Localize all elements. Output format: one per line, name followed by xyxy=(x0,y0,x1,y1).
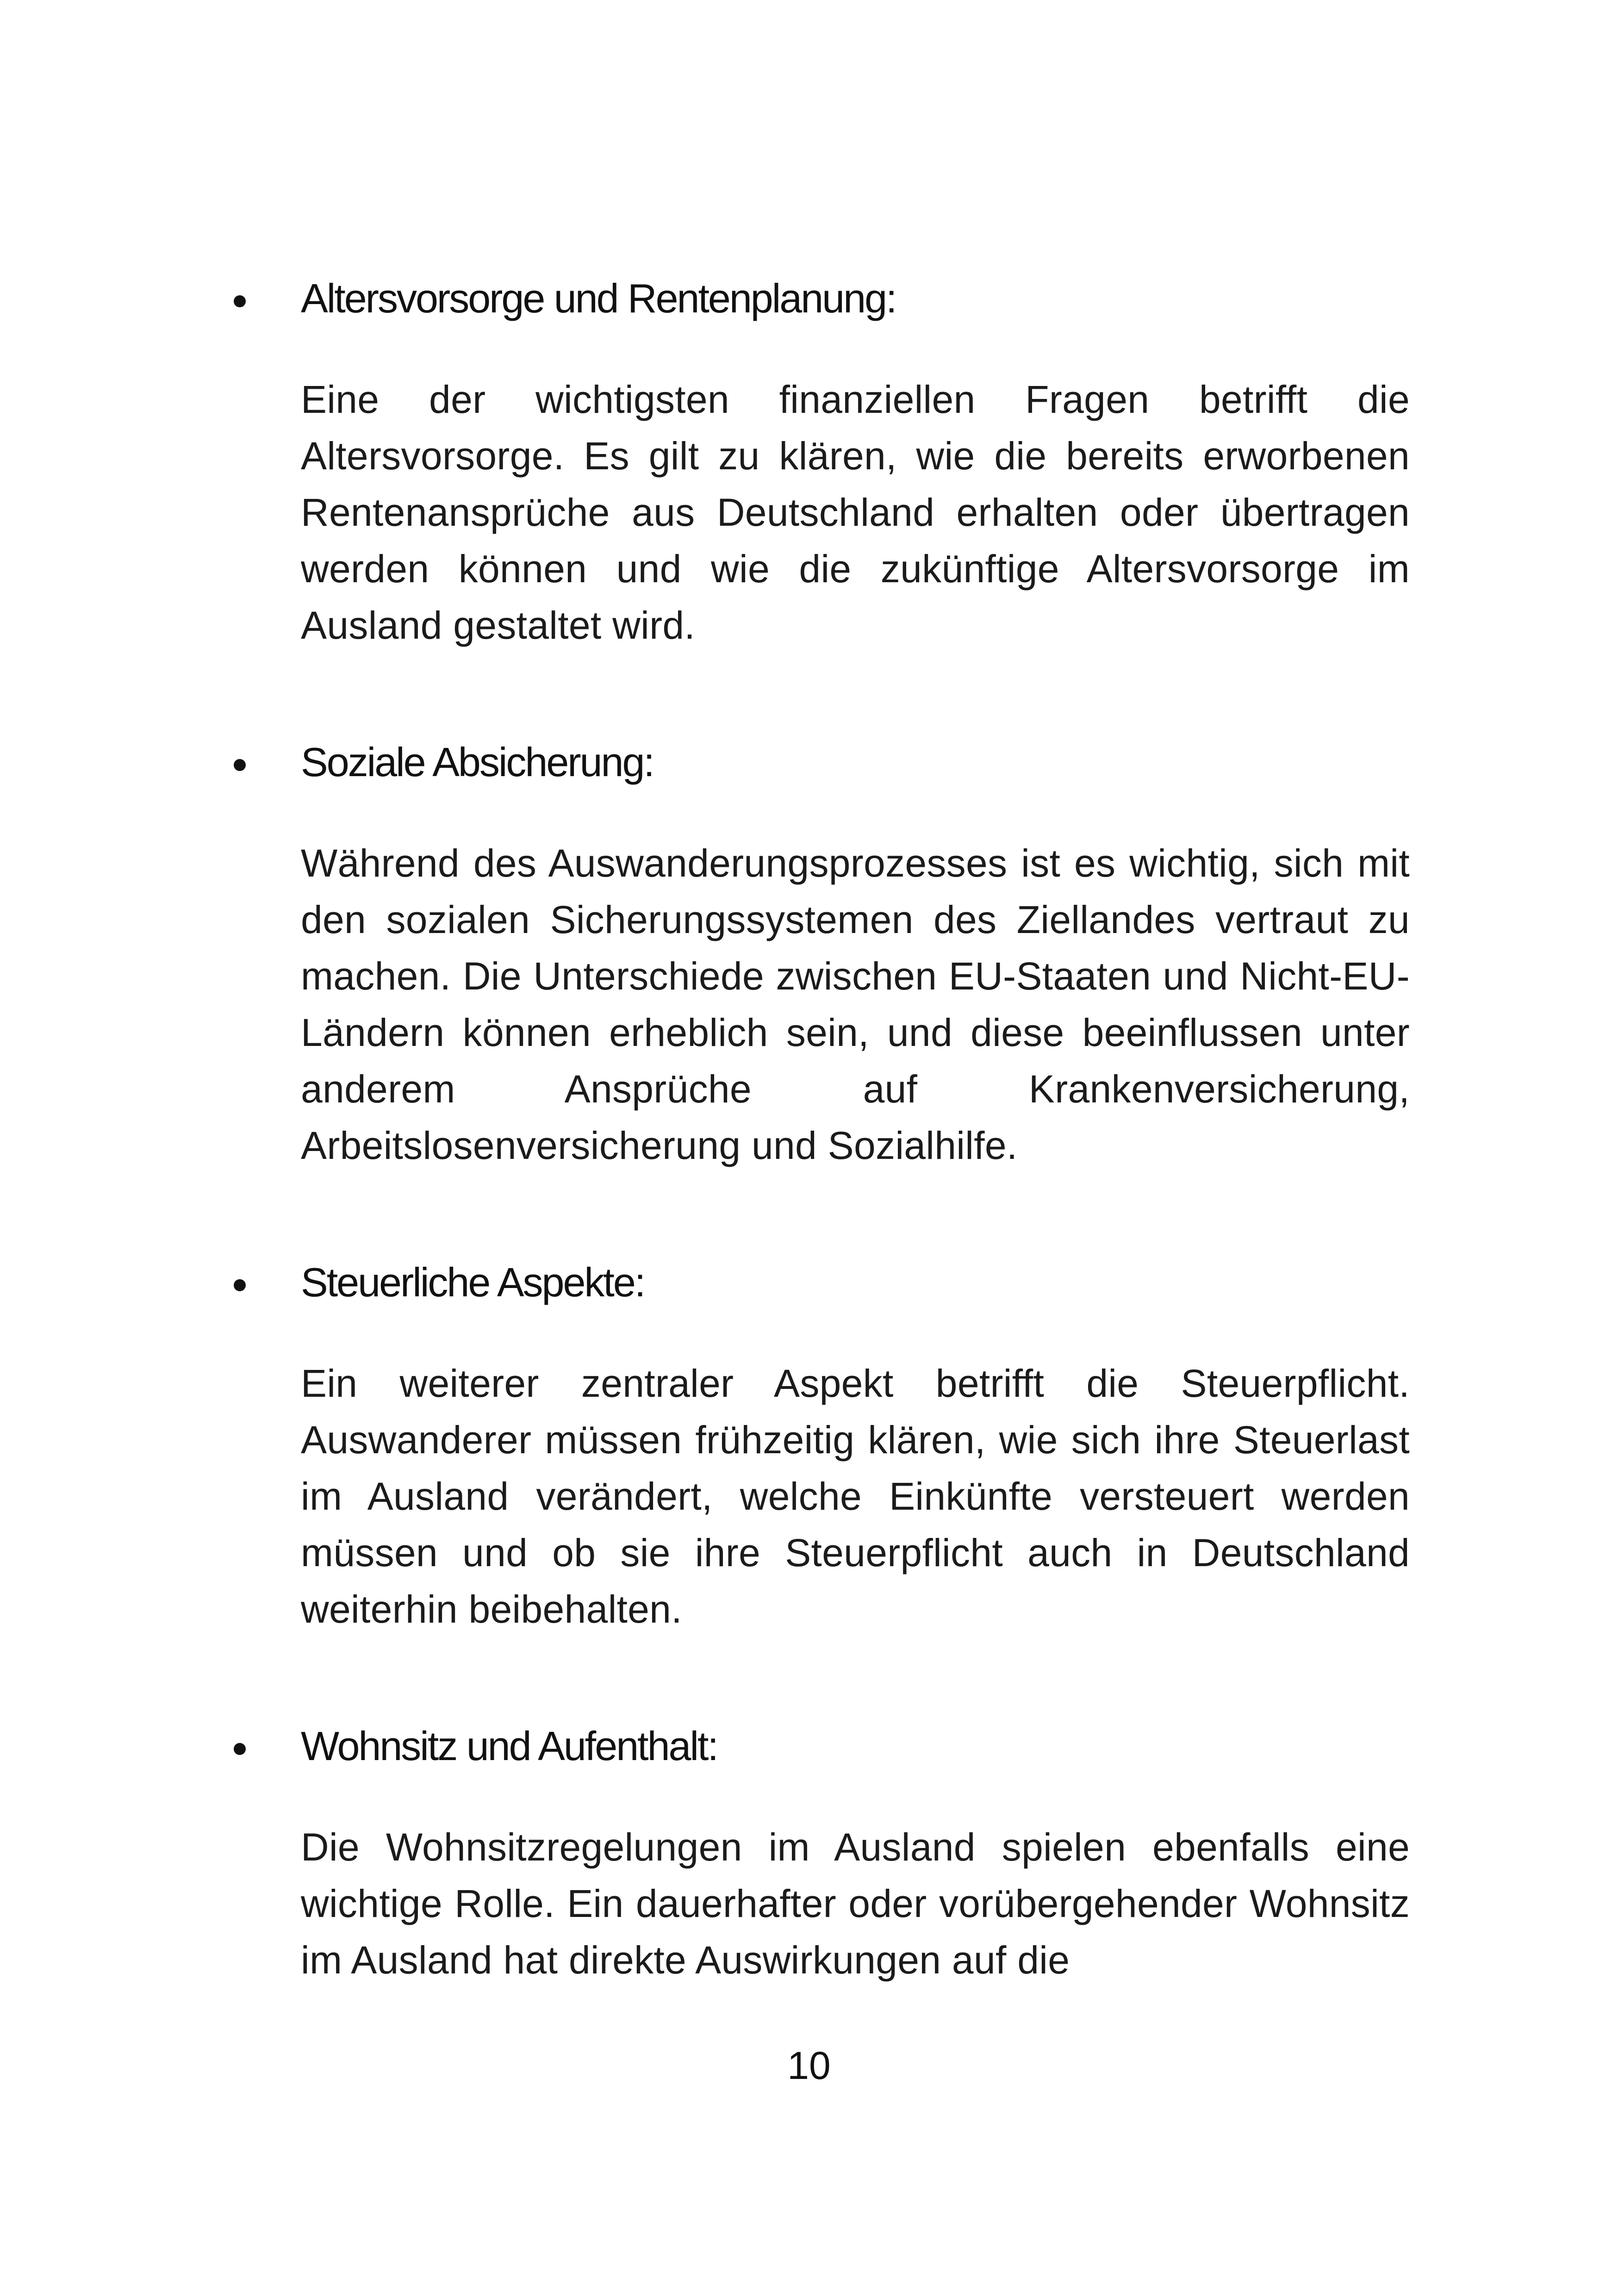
bullet-icon xyxy=(234,1279,246,1291)
section-heading xyxy=(301,259,896,338)
heading-colon: : xyxy=(886,275,896,321)
section-heading xyxy=(301,723,653,802)
section-heading xyxy=(301,1243,644,1322)
bullet-icon xyxy=(234,759,246,771)
section-soziale-absicherung xyxy=(0,723,1618,1174)
page-number: 10 xyxy=(787,2044,831,2087)
heading-colon: : xyxy=(634,1259,645,1305)
section-steuerliche-aspekte xyxy=(0,1243,1618,1637)
section-heading-line xyxy=(0,259,1618,338)
section-heading xyxy=(301,1707,717,1786)
section-heading-text: Soziale Absicherung xyxy=(301,739,644,785)
heading-colon: : xyxy=(707,1723,717,1769)
section-wohnsitz xyxy=(0,1707,1618,1988)
bullet-icon xyxy=(234,1743,246,1755)
bullet-icon xyxy=(234,295,246,307)
document-body xyxy=(0,259,1618,2058)
section-altersvorsorge xyxy=(0,259,1618,653)
section-heading-line xyxy=(0,1243,1618,1322)
heading-colon: : xyxy=(643,739,653,785)
section-paragraph: Ein weiterer zentraler Aspekt betrifft die Steuerpflicht. Auswanderer müssen frühzeitig klären, wie sich ihre Steuerlast im Ausland verändert, welche Einkünfte versteuert werden müssen und ob sie ihre Steuerpflicht auch in Deutschland weiterhin beibehalten. xyxy=(301,1362,1410,1631)
section-heading-text: Steuerliche Aspekte xyxy=(301,1259,635,1305)
section-paragraph: Die Wohnsitzregelungen im Ausland spielen ebenfalls eine wichtige Rolle. Ein dauerhafter oder vorübergehender Wohnsitz im Ausland hat direkte Auswirkungen auf die xyxy=(301,1825,1410,1982)
section-paragraph: Während des Auswanderungsprozesses ist es wichtig, sich mit den sozialen Sicherungssystemen des Ziellandes vertraut zu machen. Die Unterschiede zwischen EU-Staaten und Nicht-EU-Ländern können erheblich sein, und diese beeinflussen unter anderem Ansprüche auf Krankenversicherung, Arbeitslosenversicherung und Sozialhilfe. xyxy=(301,841,1410,1167)
section-heading-line xyxy=(0,723,1618,802)
section-paragraph: Eine der wichtigsten finanziellen Fragen betrifft die Altersvorsorge. Es gilt zu klären, wie die bereits erworbenen Rentenansprüche aus Deutschland erhalten oder übertragen werden können und wie die zukünftige Altersvorsorge im Ausland gestaltet wird. xyxy=(301,378,1410,647)
section-heading-text: Wohnsitz und Aufenthalt xyxy=(301,1723,708,1769)
section-heading-text: Altersvorsorge und Rentenplanung xyxy=(301,275,886,321)
section-heading-line xyxy=(0,1707,1618,1786)
